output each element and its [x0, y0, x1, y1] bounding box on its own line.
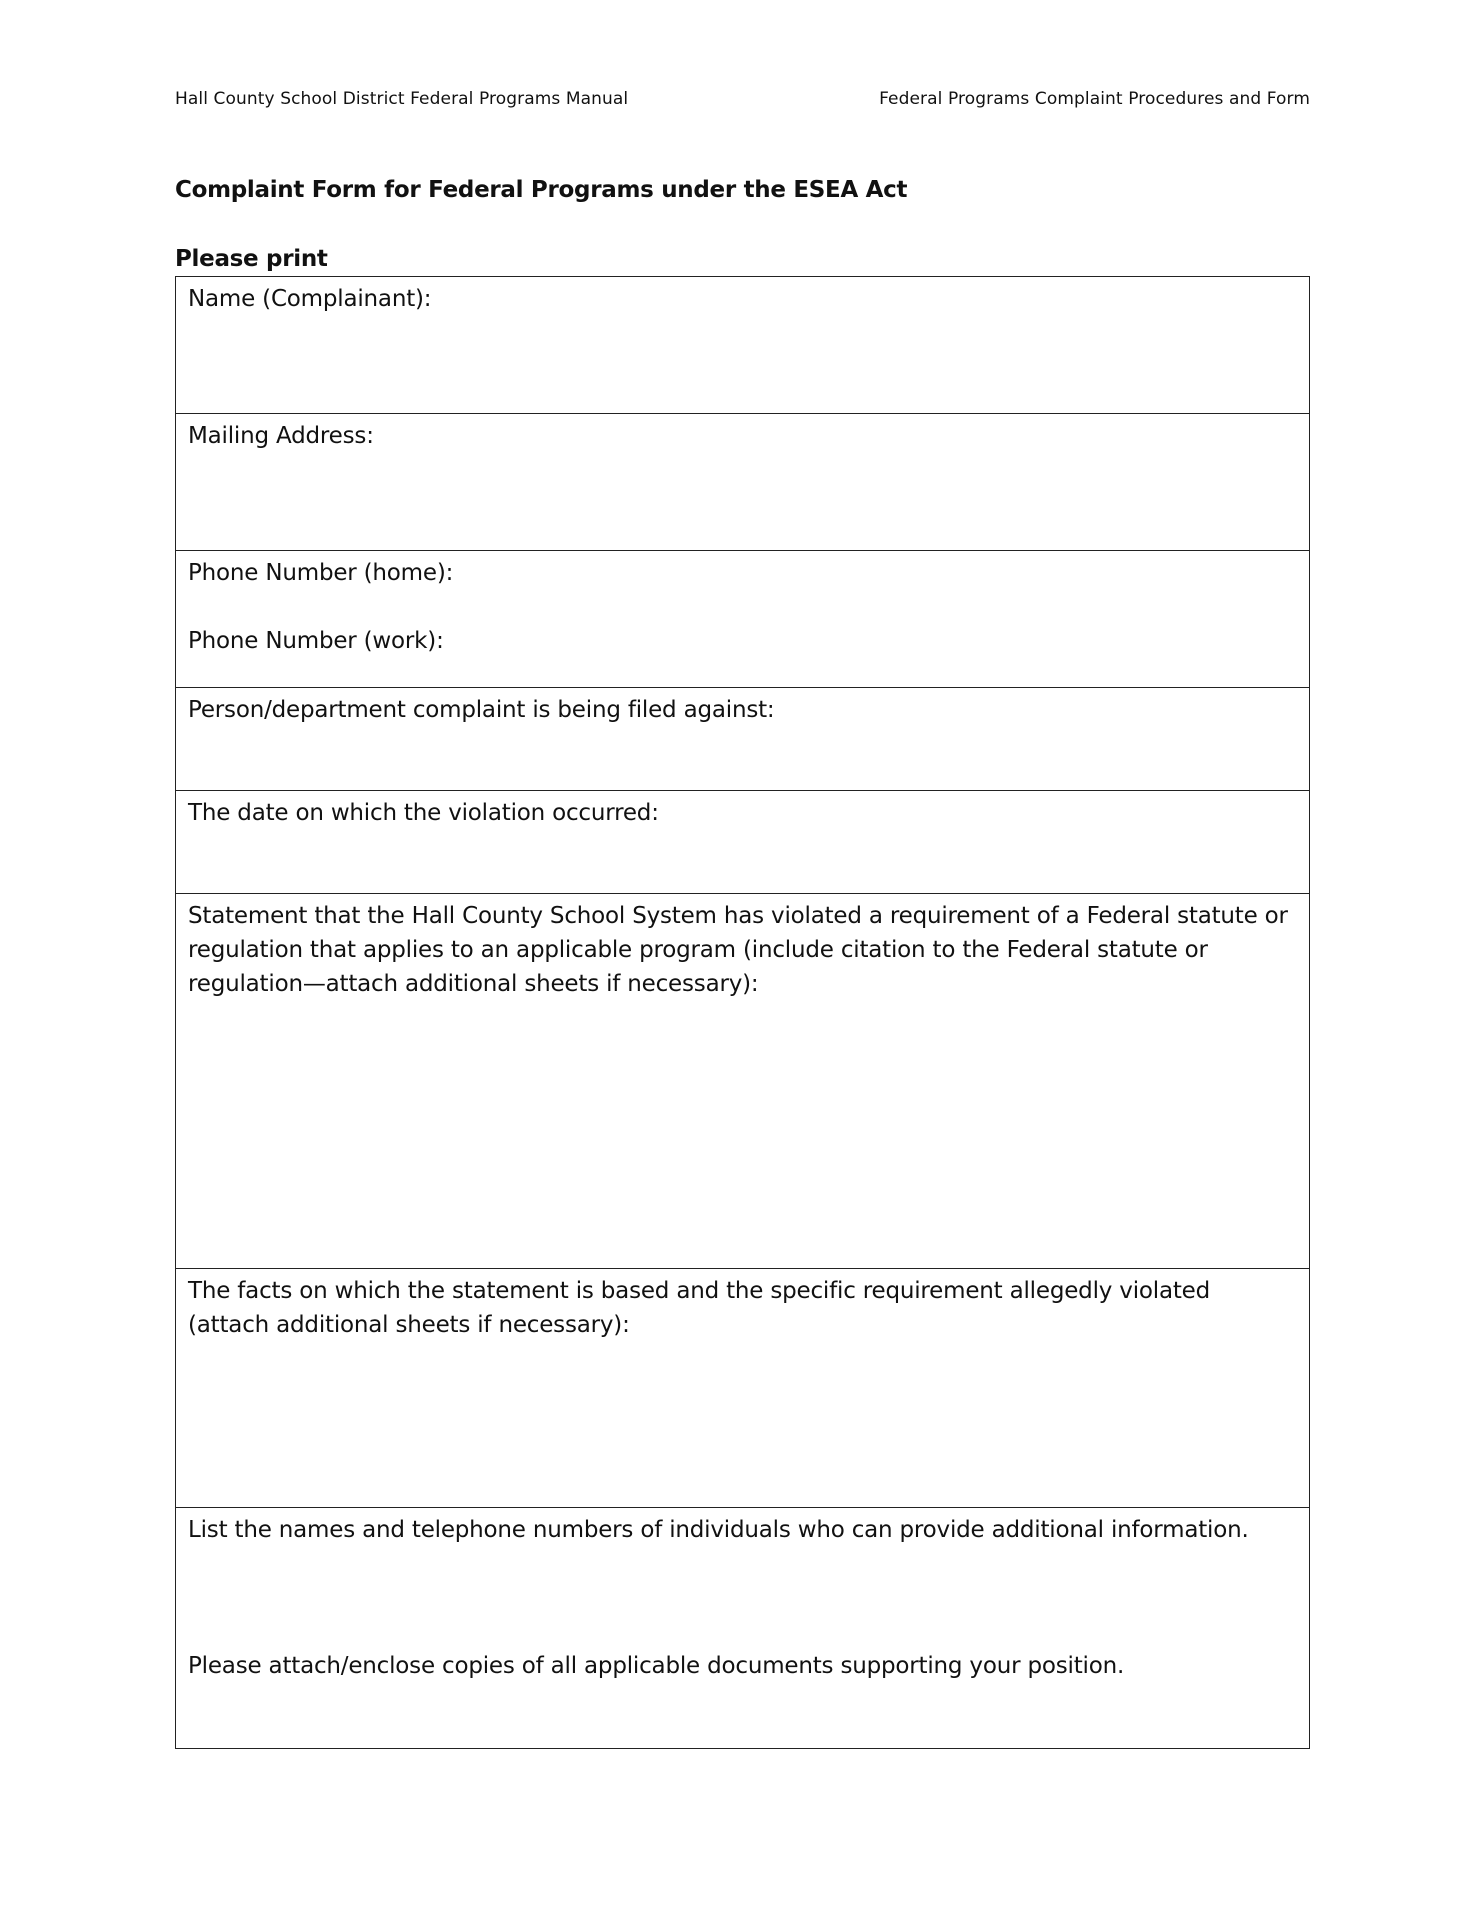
contacts-label: List the names and telephone numbers of individuals who can provide additional information. [188, 1517, 1249, 1543]
phone-home-label: Phone Number (home): [188, 560, 454, 586]
filed-against-field[interactable] [176, 688, 1309, 791]
name-field[interactable] [176, 277, 1309, 414]
statement-field[interactable] [176, 894, 1309, 1269]
contacts-documents-field[interactable] [176, 1508, 1309, 1748]
complaint-form-table [175, 276, 1310, 1749]
phone-work-label: Phone Number (work): [188, 628, 444, 654]
header-section-title: Federal Programs Complaint Procedures and Form [879, 89, 1310, 109]
facts-label: The facts on which the statement is based and the specific requirement allegedly violated (attach additional sheets if necessary): [188, 1278, 1211, 1338]
documents-label: Please attach/enclose copies of all applicable documents supporting your position. [188, 1653, 1125, 1679]
filed-against-label: Person/department complaint is being filed against: [188, 697, 775, 723]
mailing-address-label: Mailing Address: [188, 423, 374, 449]
violation-date-label: The date on which the violation occurred: [188, 800, 659, 826]
mailing-address-field[interactable] [176, 414, 1309, 551]
facts-field[interactable] [176, 1269, 1309, 1508]
violation-date-field[interactable] [176, 791, 1309, 894]
name-label: Name (Complainant): [188, 286, 432, 312]
print-instruction: Please print [175, 246, 328, 272]
statement-label: Statement that the Hall County School System has violated a requirement of a Federal statute or regulation that applies to an applicable program (include citation to the Federal statute or regulation—attach additional sheets if necessary): [188, 903, 1288, 997]
form-title: Complaint Form for Federal Programs under the ESEA Act [175, 177, 908, 203]
phone-number-field[interactable] [176, 551, 1309, 688]
header-manual-title: Hall County School District Federal Programs Manual [175, 89, 629, 109]
page-header [175, 89, 1310, 115]
